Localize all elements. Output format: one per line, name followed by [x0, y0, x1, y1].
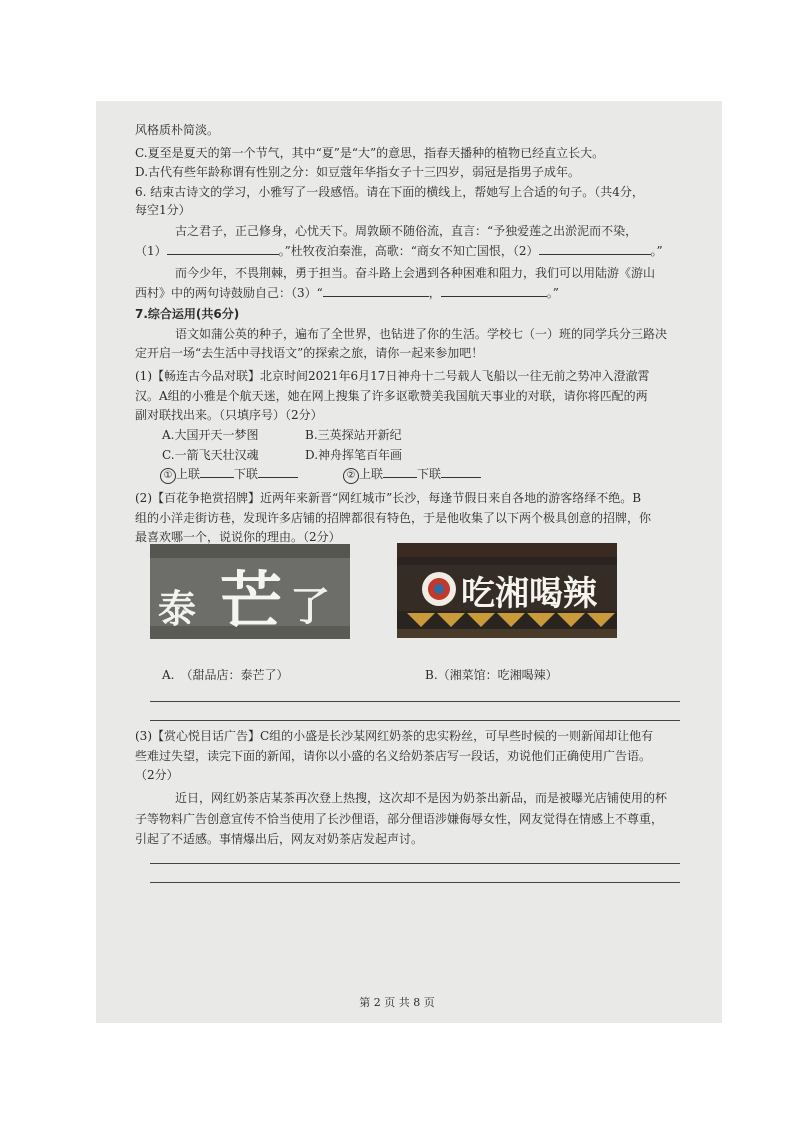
passage-text: 。”杜牧夜泊秦淮，高歌：“商女不知亡国恨，（2）	[278, 244, 539, 258]
passage-line	[135, 285, 683, 301]
answer-blank-down-1[interactable]	[258, 477, 298, 478]
sub-question-1: 副对联找出来。（只填序号）（2分）	[135, 408, 323, 422]
answer-blank-down-2[interactable]	[441, 477, 481, 478]
news-line: 近日，网红奶茶店某茶再次登上热搜，这次却不是因为奶茶出新品，而是被曝光店铺使用的杯	[175, 791, 668, 805]
answer-line[interactable]	[150, 701, 680, 702]
pair-label: 下联	[234, 467, 259, 481]
pair-answer-2	[343, 466, 481, 484]
couplet-option-a: A.大国开天一梦图	[162, 428, 259, 442]
sign-photo-a	[150, 544, 350, 639]
text-line: C.夏至是夏天的第一个节气，其中“夏”是“大”的意思，指春天播种的植物已经直立长大。	[135, 146, 605, 160]
sub-question-1: 汉。A组的小雅是个航天迷，她在网上搜集了许多讴歌赞美我国航天事业的对联，请你将匹配的两	[135, 389, 648, 403]
pair-number: ①	[160, 468, 176, 484]
news-line: 引起了不适感。事情爆出后，网友对奶茶店发起声讨。	[135, 832, 424, 846]
sub-question-3: （2分）	[135, 768, 179, 782]
sign-caption-a: A. （甜品店：泰芒了）	[162, 668, 289, 682]
intro-line: 语文如蒲公英的种子，遍布了全世界，也钻进了你的生活。学校七（一）班的同学兵分三路决	[175, 327, 668, 341]
sub-question-1: (1)【畅连古今品对联】北京时间2021年6月17日神舟十二号载人飞船以一往无前之势冲入澄澈霄	[135, 369, 650, 383]
page-number: 第 2 页 共 8 页	[359, 996, 435, 1009]
question-6-stem: 6. 结束古诗文的学习，小雅写了一段感悟。请在下面的横线上，帮她写上合适的句子。（共4分，	[135, 185, 644, 199]
answer-line[interactable]	[150, 863, 680, 864]
pair-label: 下联	[417, 467, 442, 481]
passage-line: 古之君子，正己修身，心忧天下。周敦颐不随俗流，直言：“予独爱莲之出淤泥而不染，	[175, 224, 638, 238]
sub-question-2: (2)【百花争艳赏招牌】近两年来新晋“网红城市”长沙，每逢节假日来自各地的游客络绎不绝。B	[135, 491, 642, 505]
sub-question-3: (3)【赏心悦目话广告】C组的小盛是长沙某网红奶茶的忠实粉丝，可早些时候的一则新闻却让他有	[135, 729, 654, 743]
sign-caption-b: B.（湘菜馆：吃湘喝辣）	[425, 668, 558, 682]
passage-text: ，	[428, 286, 441, 300]
sub-question-2: 组的小洋走街访巷，发现许多店铺的招牌都很有特色，于是他收集了以下两个极具创意的招牌，你	[135, 511, 652, 525]
sub-question-2: 最喜欢哪一个，说说你的理由。（2分）	[135, 530, 341, 544]
passage-line: 而今少年，不畏荆棘，勇于担当。奋斗路上会遇到各种困难和阻力，我们可以用陆游《游山	[175, 266, 656, 280]
answer-line[interactable]	[150, 882, 680, 883]
pair-answer-1	[160, 466, 298, 484]
sign-a-char-1: 泰	[158, 587, 197, 631]
couplet-option-d: D.神舟挥笔百年画	[305, 448, 403, 462]
couplet-option-c: C.一箭飞天壮汉魂	[162, 448, 259, 462]
text-line: 风格质朴简淡。	[135, 123, 220, 137]
passage-text: 西村》中的两句诗鼓励自己：（3）“	[135, 286, 323, 300]
pair-label: 上联	[359, 467, 384, 481]
passage-line	[135, 243, 683, 259]
answer-blank-up-1[interactable]	[200, 477, 234, 478]
answer-line[interactable]	[150, 720, 680, 721]
answer-blank-3b[interactable]	[441, 296, 547, 297]
news-line: 子等物料广告创意宣传不恰当使用了长沙俚语，部分俚语涉嫌侮辱女性，网友觉得在情感上不尊重，	[135, 812, 664, 826]
answer-blank-up-2[interactable]	[383, 477, 417, 478]
sign-photo-b	[397, 543, 617, 638]
intro-line: 定开启一场“去生活中寻找语文”的探索之旅，请你一起来参加吧！	[135, 346, 484, 360]
text-line: D.古代有些年龄称谓有性别之分：如豆蔻年华指女子十三四岁，弱冠是指男子成年。	[135, 165, 581, 179]
blank-1-label: （1）	[135, 244, 167, 258]
answer-blank-1[interactable]	[167, 254, 279, 255]
sign-a-char-3: 了	[290, 584, 330, 630]
question-6-score: 每空1分）	[135, 203, 191, 217]
pair-number: ②	[343, 468, 359, 484]
pair-label: 上联	[176, 467, 201, 481]
sub-question-3: 些难过失望，读完下面的新闻，请你以小盛的名义给奶茶店写一段话，劝说他们正确使用广告语。	[135, 749, 652, 763]
passage-text: 。”	[650, 244, 663, 258]
passage-text: 。”	[546, 286, 559, 300]
sign-photo-b-drawing	[397, 543, 617, 638]
question-7-heading: 7.综合运用(共6分)	[135, 307, 240, 321]
answer-blank-2[interactable]	[539, 254, 651, 255]
sign-a-char-2: 芒	[220, 564, 283, 637]
sign-b-text: 吃湘喝辣	[461, 574, 597, 614]
answer-blank-3a[interactable]	[323, 296, 429, 297]
sign-photo-a-drawing	[150, 544, 350, 639]
couplet-option-b: B.三英探站开新纪	[305, 428, 402, 442]
